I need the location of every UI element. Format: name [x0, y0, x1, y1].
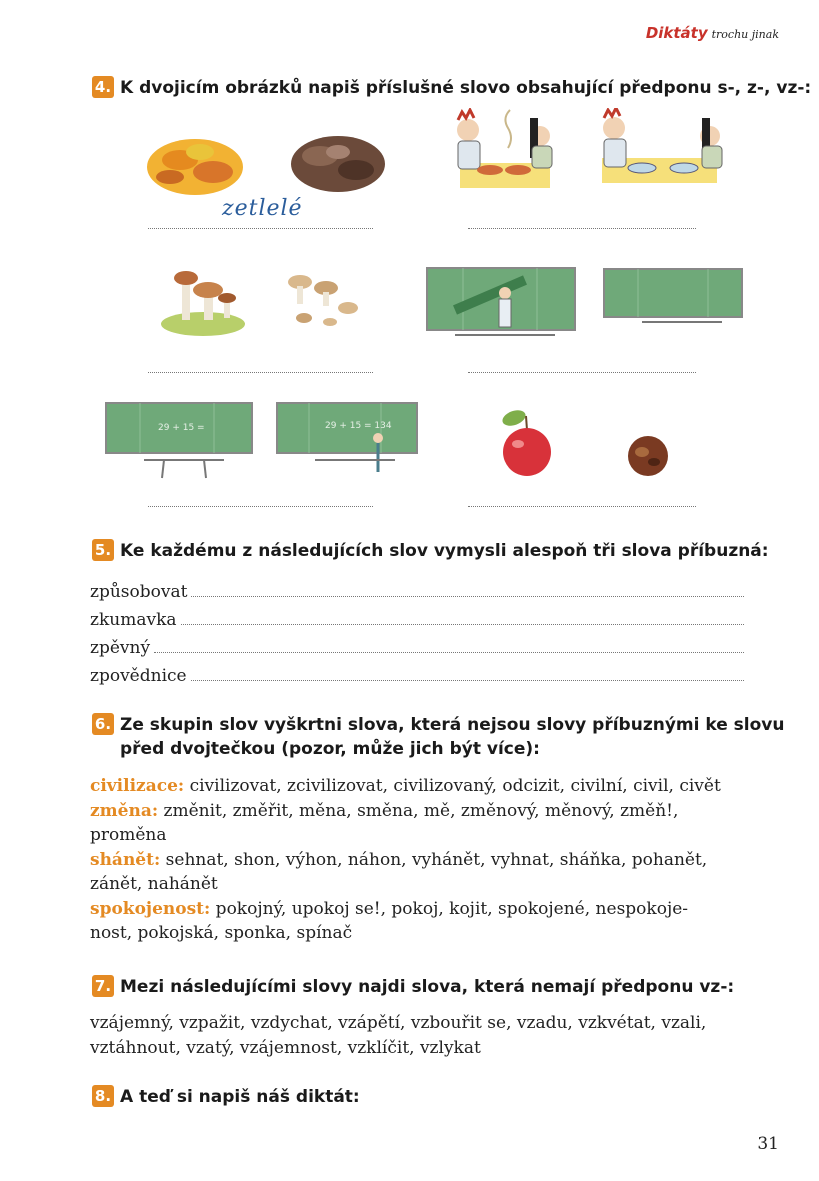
mushrooms-picked-icon — [282, 268, 362, 333]
task-instruction: Mezi následujícími slovy najdi slova, která nemají předponu vz-: — [120, 977, 735, 997]
leaves-fresh-icon — [145, 122, 245, 202]
group-words-cont: proměna — [90, 825, 167, 845]
task-number: 7. — [92, 975, 114, 997]
word-row — [90, 658, 744, 686]
svg-text:29 + 15 =: 29 + 15 = — [158, 423, 205, 433]
apple-rotten-icon — [624, 432, 672, 478]
task6-heading — [92, 713, 784, 761]
word: způsobovat — [90, 582, 188, 602]
group-words: civilizovat, zcivilizovat, civilizovaný, odcizit, civilní, civil, civět — [184, 776, 721, 796]
running-header — [646, 24, 779, 42]
group-words: sehnat, shon, výhon, náhon, vyhánět, vyhnat, sháňka, pohanět, — [160, 849, 708, 870]
group-words-cont: zánět, nahánět — [90, 874, 218, 894]
word-group — [90, 774, 750, 799]
answer-line — [148, 228, 373, 229]
board-solved-icon — [275, 400, 420, 482]
task5-heading — [92, 539, 769, 563]
answer-line — [154, 652, 744, 653]
page-number: 31 — [757, 1134, 779, 1154]
svg-text:29 + 15 = 134: 29 + 15 = 134 — [325, 421, 392, 431]
word-row — [90, 630, 744, 658]
answer-line — [181, 624, 744, 625]
task-instruction-line2: před dvojtečkou (pozor, může jich být více): — [120, 739, 540, 759]
words-line: vztáhnout, vzatý, vzájemnost, vzklíčit, vzlykat — [90, 1037, 481, 1058]
task7-words — [90, 1011, 760, 1060]
header-title: Diktáty — [645, 24, 708, 42]
answer-line — [148, 506, 373, 507]
group-key: shánět: — [90, 849, 161, 870]
leaves-rotten-icon — [288, 126, 388, 198]
group-words: změnit, změřit, měna, směna, mě, změnový, měnový, změň!, — [158, 800, 679, 821]
apple-fresh-icon — [496, 406, 556, 478]
mushrooms-growing-icon — [158, 262, 248, 337]
meal-eaten-icon — [592, 108, 732, 198]
task4-heading — [92, 76, 811, 100]
word: zpěvný — [90, 638, 151, 658]
task-instruction: K dvojicím obrázků napiš příslušné slovo obsahující předponu s-, z-, vz-: — [120, 78, 812, 98]
board-written-icon — [425, 265, 577, 347]
task-number: 4. — [92, 76, 114, 98]
answer-line — [191, 680, 744, 681]
task8-heading — [92, 1085, 360, 1109]
group-words: pokojný, upokoj se!, pokoj, kojit, spokojené, nespokoje- — [210, 898, 689, 919]
header-subtitle: trochu jinak — [711, 28, 779, 41]
task6-groups — [90, 774, 750, 946]
task-number: 8. — [92, 1085, 114, 1107]
board-clean-icon — [602, 266, 744, 328]
task-instruction: A teď si napiš náš diktát: — [120, 1087, 360, 1107]
answer-line — [468, 506, 696, 507]
word: zkumavka — [90, 610, 177, 630]
task-number: 5. — [92, 539, 114, 561]
group-words-cont: nost, pokojská, sponka, spínač — [90, 923, 353, 943]
group-key: změna: — [90, 800, 159, 821]
answer-line — [191, 596, 744, 597]
words-line: vzájemný, vzpažit, vzdychat, vzápětí, vzbouřit se, vzadu, vzkvétat, vzali, — [90, 1013, 707, 1033]
word-group — [90, 848, 750, 897]
task-number: 6. — [92, 713, 114, 735]
word: zpovědnice — [90, 666, 187, 686]
task-instruction-line1: Ze skupin slov vyškrtni slova, která nejsou slovy příbuznými ke slovu — [120, 715, 785, 735]
board-problem-icon — [104, 400, 254, 482]
word-row — [90, 574, 744, 602]
answer-line — [468, 228, 696, 229]
answer-line — [468, 372, 696, 373]
answer-line — [148, 372, 373, 373]
word-group — [90, 897, 750, 946]
word-row — [90, 602, 744, 630]
group-key: spokojenost: — [90, 898, 211, 919]
meal-full-icon — [440, 108, 565, 198]
word-group — [90, 799, 750, 848]
task7-heading — [92, 975, 734, 999]
group-key: civilizace: — [90, 776, 185, 796]
task-instruction: Ke každému z následujících slov vymysli alespoň tři slova příbuzná: — [120, 541, 769, 561]
example-answer: zetlelé — [222, 196, 303, 221]
task5-word-list — [90, 574, 744, 686]
